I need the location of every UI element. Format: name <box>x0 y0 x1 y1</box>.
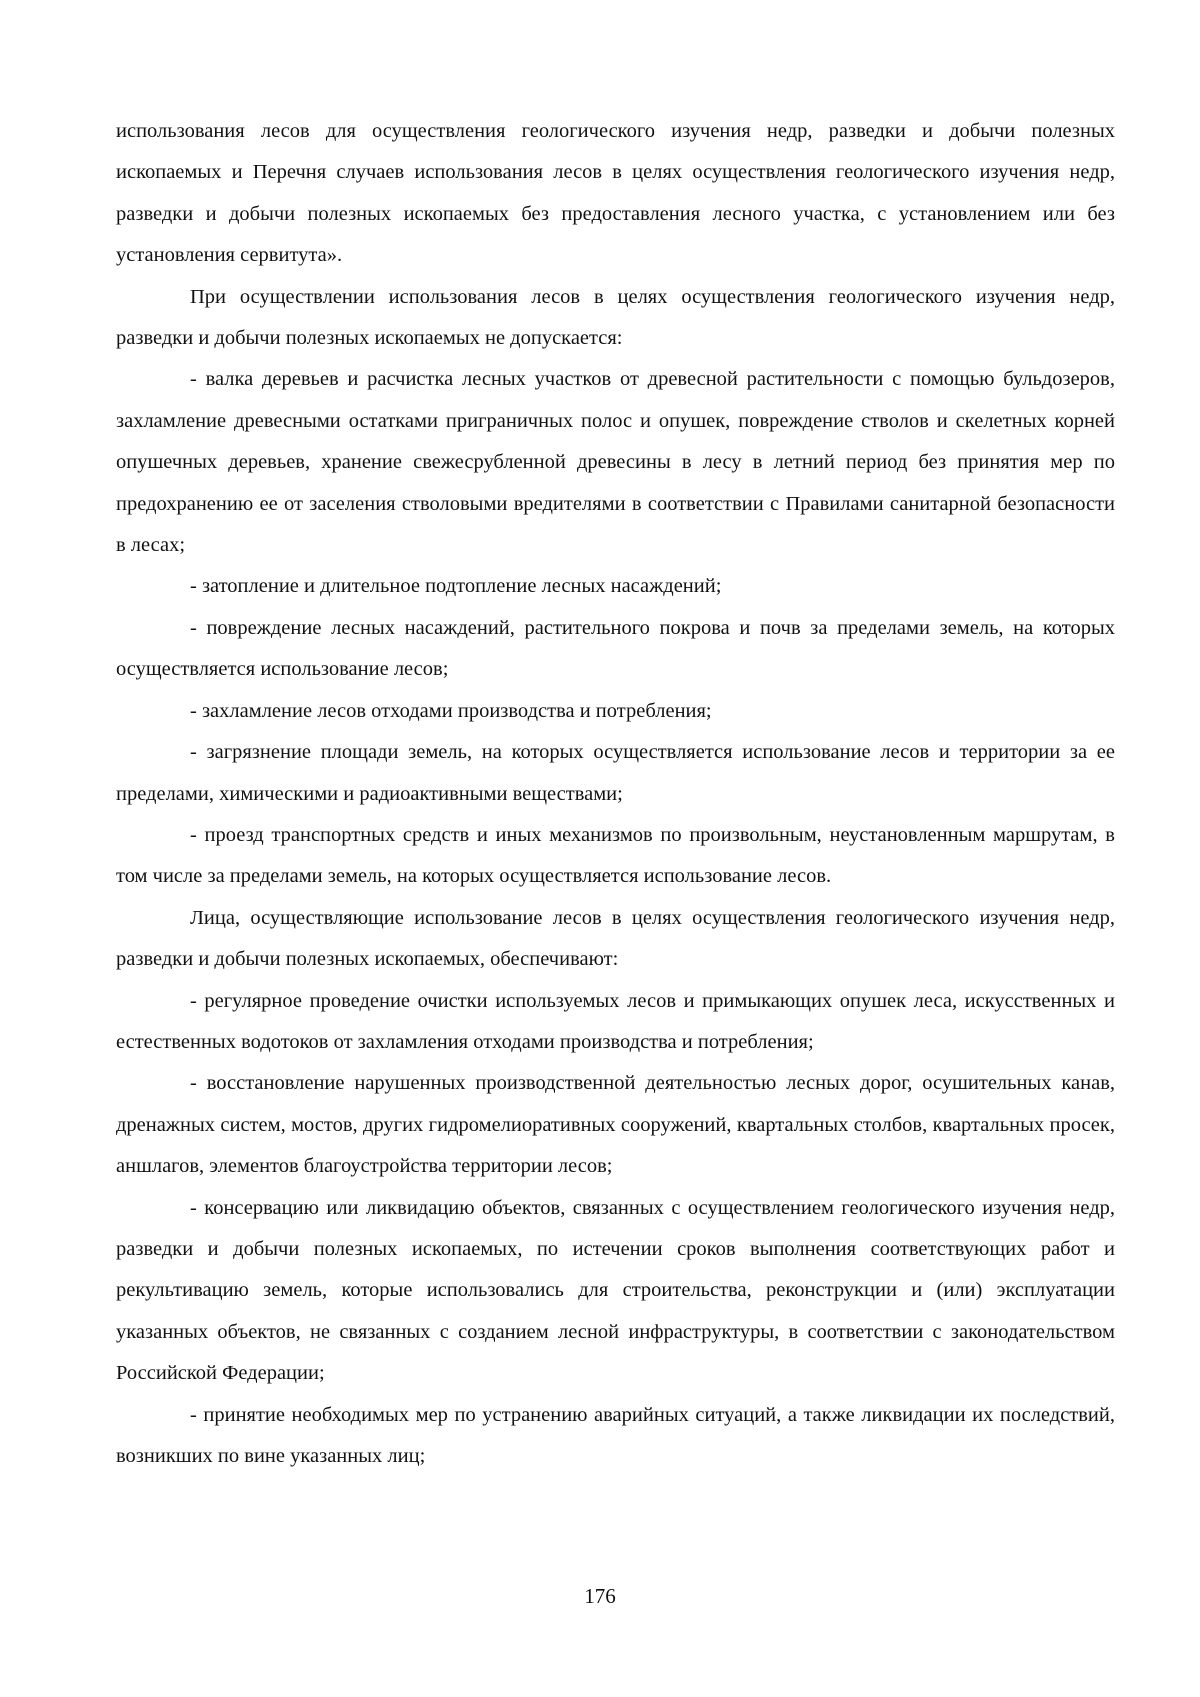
document-body <box>116 111 1115 1477</box>
list-item-cleaning: - регулярное проведение очистки используемых лесов и примыкающих опушек леса, искусственных и естественных водотоков от захламления отходами производства и потребления; <box>116 989 1115 1053</box>
paragraph-intro-obligations: Лица, осуществляющие использование лесов в целях осуществления геологического изучения недр, разведки и добычи полезных ископаемых, обеспечивают: <box>116 906 1115 971</box>
page-number: 176 <box>584 1584 616 1608</box>
list-item-damage: - повреждение лесных насаждений, растительного покрова и почв за пределами земель, на которых осуществляется использование лесов; <box>116 616 1115 681</box>
paragraph-intro-prohibitions: При осуществлении использования лесов в целях осуществления геологического изучения недр, разведки и добычи полезных ископаемых не допускается: <box>116 285 1115 350</box>
list-item-pollution: - загрязнение площади земель, на которых осуществляется использование лесов и территории за ее пределами, химическими и радиоактивными веществами; <box>116 741 1115 805</box>
list-item-restoration: - восстановление нарушенных производственной деятельностью лесных дорог, осушительных канав, дренажных систем, мостов, других гидромелиоративных сооружений, квартальных столбов, квартальных просек, аншлагов, элементов благоустройства территории лесов; <box>116 1072 1115 1178</box>
list-item-littering: - захламление лесов отходами производства и потребления; <box>190 699 712 722</box>
list-item-emergency: - принятие необходимых мер по устранению аварийных ситуаций, а также ликвидации их последствий, возникших по вине указанных лиц; <box>116 1403 1115 1467</box>
paragraph-continuation: использования лесов для осуществления геологического изучения недр, разведки и добычи полезных ископаемых и Перечня случаев использования лесов в целях осуществления геологического изучения недр, разведки и добычи полезных ископаемых без предоставления лесного участка, с установлением или без установления сервитута». <box>116 120 1115 267</box>
list-item-flooding: - затопление и длительное подтопление лесных насаждений; <box>190 575 722 598</box>
list-item-felling: - валка деревьев и расчистка лесных участков от древесной растительности с помощью бульдозеров, захламление древесными остатками приграничных полос и опушек, повреждение стволов и скелетных корней опушечных деревьев, хранение свежесрубленной древесины в лесу в летний период без принятия мер по предохранению ее от заселения стволовыми вредителями в соответствии с Правилами санитарной безопасности в лесах; <box>116 368 1115 557</box>
list-item-conservation: - консервацию или ликвидацию объектов, связанных с осуществлением геологического изучения недр, разведки и добычи полезных ископаемых, по истечении сроков выполнения соответствующих работ и рекультивацию земель, которые использовались для строительства, реконструкции и (или) эксплуатации указанных объектов, не связанных с созданием лесной инфраструктуры, в соответствии с законодательством Российской Федерации; <box>116 1196 1115 1385</box>
list-item-vehicles: - проезд транспортных средств и иных механизмов по произвольным, неустановленным маршрутам, в том числе за пределами земель, на которых осуществляется использование лесов. <box>116 823 1115 888</box>
